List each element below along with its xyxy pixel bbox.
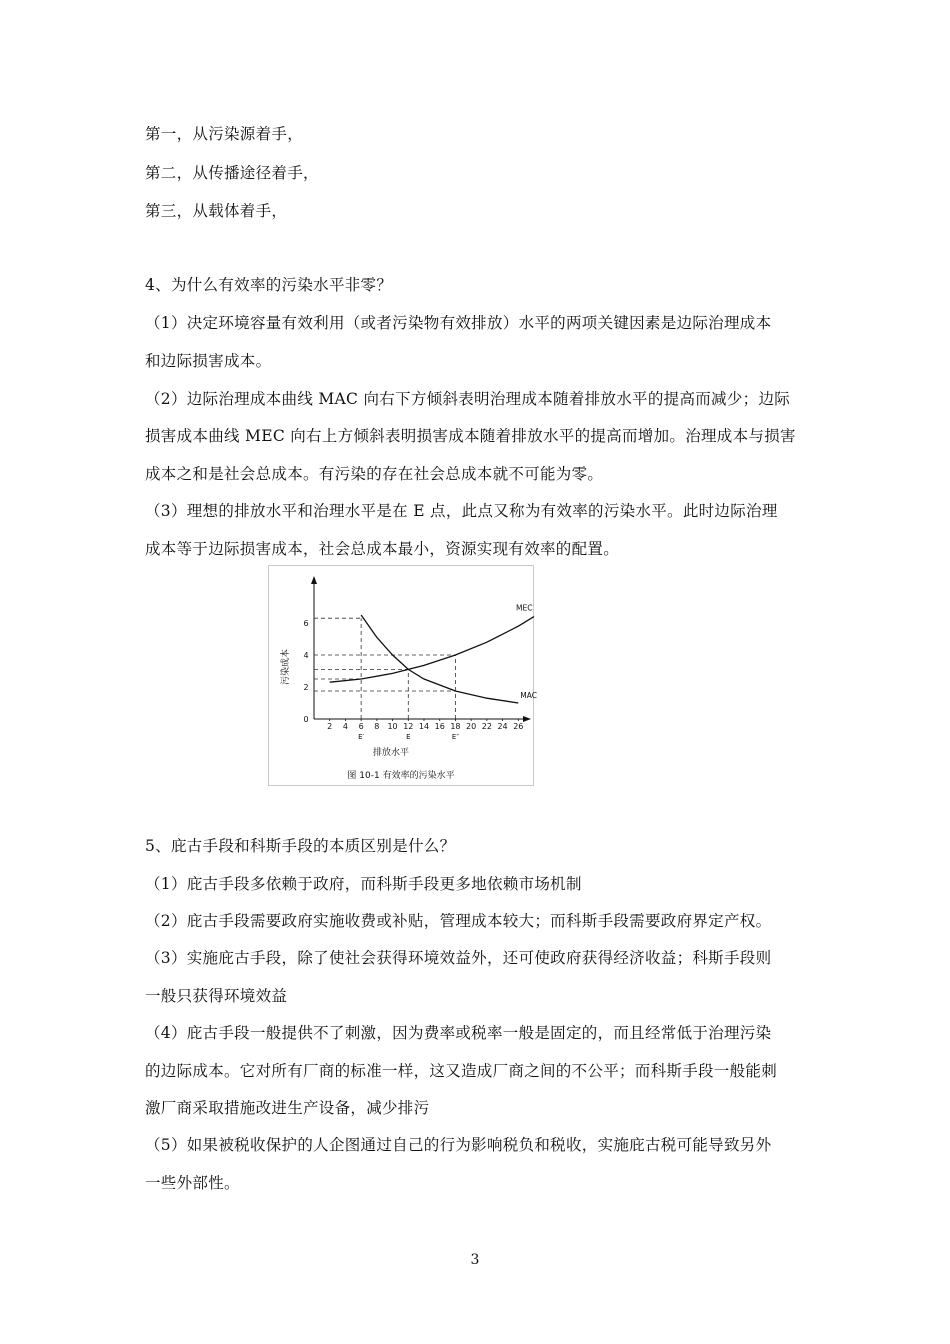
x-tick-label: 10 — [387, 722, 398, 731]
x-tick-label: 2 — [327, 722, 333, 731]
y-axis-arrow — [311, 576, 317, 584]
answer-4-line-5: 成本之和是社会总成本。有污染的存在社会总成本就不可能为零。 — [145, 465, 604, 483]
answer-5-line-6: 的边际成本。它对所有厂商的标准一样，这又造成厂商之间的不公平；而科斯手段一般能刺 — [145, 1062, 778, 1080]
answer-5-line-1: （1）庇古手段多依赖于政府，而科斯手段更多地依赖市场机制 — [145, 875, 582, 893]
page-number: 3 — [470, 1252, 480, 1268]
x-tick-label: 12 — [403, 722, 414, 731]
answer-5-line-9: 一些外部性。 — [145, 1174, 240, 1192]
y-tick-label: 4 — [303, 651, 309, 660]
answer-4-line-7: 成本等于边际损害成本，社会总成本最小，资源实现有效率的配置。 — [145, 540, 620, 558]
question-4-heading: 4、为什么有效率的污染水平非零？ — [145, 276, 393, 294]
x-tick-label: 4 — [342, 722, 348, 731]
efficient-pollution-figure — [268, 565, 538, 786]
series-mac-label: MAC — [520, 691, 538, 700]
x-tick-label: 24 — [497, 722, 508, 731]
x-tick-label: 22 — [481, 722, 492, 731]
answer-4-line-6: （3）理想的排放水平和治理水平是在 E 点，此点又称为有效率的污染水平。此时边际治理 — [145, 502, 778, 520]
x-tick-label: 14 — [418, 722, 430, 731]
figure-caption: 图 10-1 有效率的污染水平 — [347, 771, 455, 781]
y-tick-label: 0 — [303, 715, 309, 724]
x-tick-label: 18 — [450, 722, 461, 731]
answer-4-line-4: 损害成本曲线 MEC 向右上方倾斜表明损害成本随着排放水平的提高而增加。治理成本与损害 — [145, 427, 796, 445]
answer-4-line-3: （2）边际治理成本曲线 MAC 向右下方倾斜表明治理成本随着排放水平的提高而减少；边际 — [145, 390, 791, 408]
x-tick-label: 16 — [434, 722, 445, 731]
question-5-heading: 5、庇古手段和科斯手段的本质区别是什么？ — [145, 837, 456, 855]
x-marker-label: E — [406, 733, 411, 741]
text-line-1: 第一，从污染源着手， — [145, 125, 304, 143]
y-tick-label: 2 — [303, 683, 309, 692]
answer-5-line-3: （3）实施庇古手段，除了使社会获得环境效益外，还可使政府获得经济收益；科斯手段则 — [145, 949, 772, 967]
x-tick-label: 20 — [466, 722, 477, 731]
answer-4-line-2: 和边际损害成本。 — [145, 352, 272, 370]
y-axis-label: 污染成本 — [281, 648, 291, 686]
x-axis-arrow — [523, 716, 531, 722]
efficient-pollution-chart — [269, 566, 538, 785]
answer-5-line-7: 激厂商采取措施改进生产设备，减少排污 — [145, 1099, 430, 1117]
x-tick-label: 8 — [374, 722, 380, 731]
text-line-3: 第三，从载体着手， — [145, 202, 288, 220]
x-marker-label: E″ — [451, 733, 459, 741]
answer-5-line-4: 一般只获得环境效益 — [145, 987, 288, 1005]
x-marker-label: E′ — [358, 733, 365, 741]
answer-5-line-2: （2）庇古手段需要政府实施收费或补贴，管理成本较大；而科斯手段需要政府界定产权。 — [145, 912, 772, 930]
text-line-2: 第二，从传播途径着手， — [145, 164, 319, 182]
x-tick-label: 26 — [513, 722, 524, 731]
answer-5-line-8: （5）如果被税收保护的人企图通过自己的行为影响税负和税收，实施庇古税可能导致另外 — [145, 1136, 772, 1154]
x-axis-label: 排放水平 — [372, 748, 410, 758]
series-mec-curve — [330, 617, 534, 683]
y-tick-label: 6 — [303, 619, 309, 628]
series-mac-curve — [361, 615, 518, 703]
x-tick-label: 6 — [358, 722, 364, 731]
answer-4-line-1: （1）决定环境容量有效利用（或者污染物有效排放）水平的两项关键因素是边际治理成本 — [145, 314, 772, 332]
answer-5-line-5: （4）庇古手段一般提供不了刺激，因为费率或税率一般是固定的，而且经常低于治理污染 — [145, 1024, 772, 1042]
series-mec-label: MEC — [516, 603, 533, 613]
